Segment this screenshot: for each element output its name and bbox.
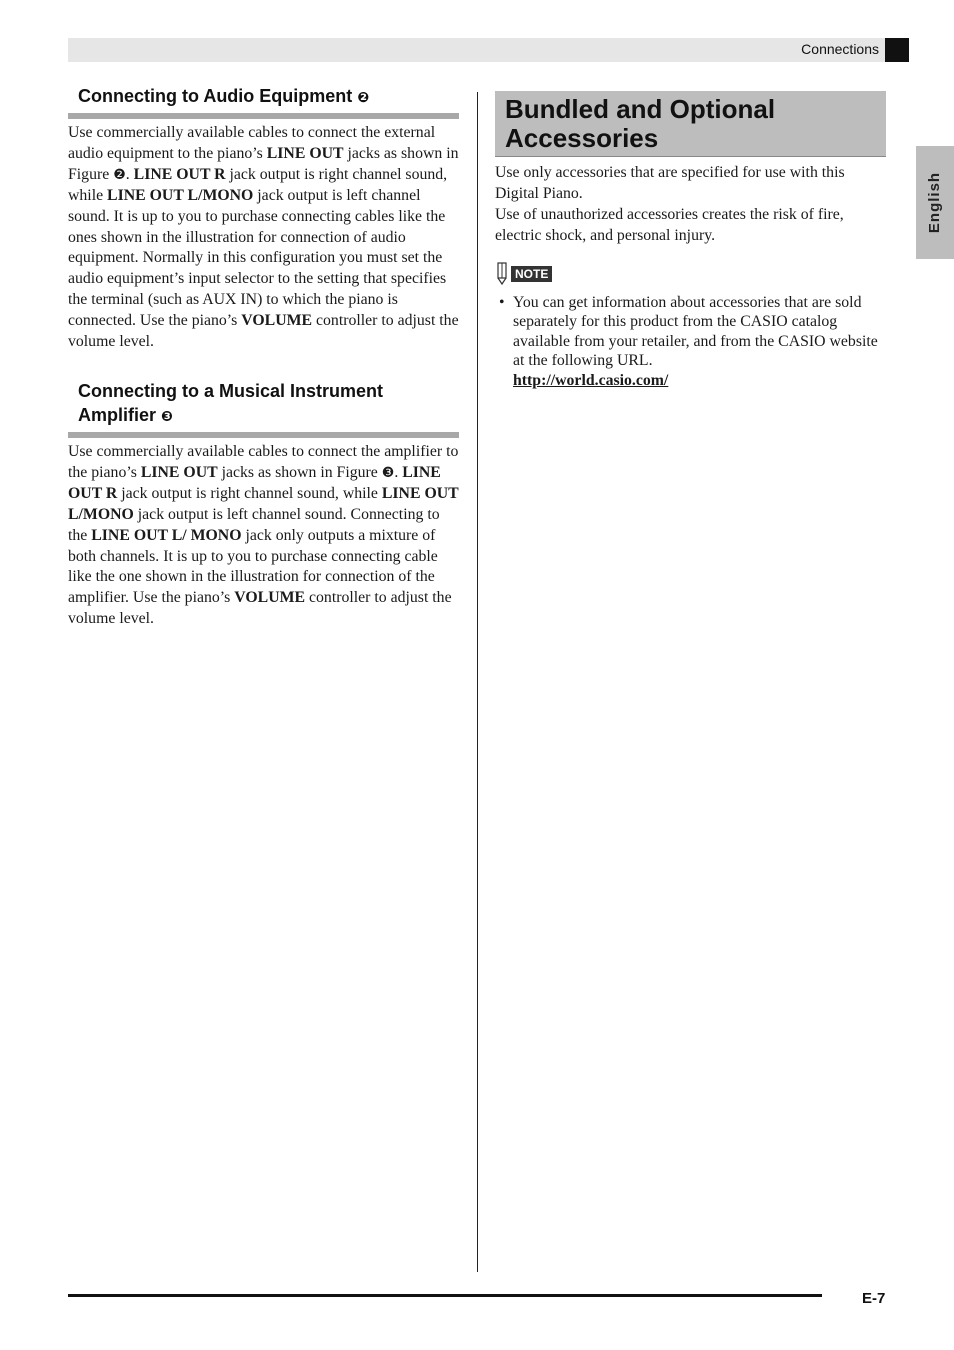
figure-3-marker: ❸	[161, 408, 173, 425]
note-item	[495, 293, 886, 391]
text-run: Use commercially available cables to connect the amplifier to the piano’s	[68, 442, 459, 481]
text-run: jack output is left channel sound. It is up to you to purchase connecting cables like the ones shown in the illustration for connection of audio equipment. Normally in this configuration you must set the audio equipment’s input selector to the setting that specifies the terminal (such as AUX IN) to which the piano is connected. Use the piano’s	[68, 186, 447, 330]
text-run: jack only outputs a mixture of both channels. It is up to you to purchase connecting cable like the one shown in the illustration for connection of the amplifier. Use the piano’s	[68, 526, 438, 607]
figure-marker: ❸	[381, 464, 395, 481]
bold-run: LINE OUT R	[133, 165, 226, 183]
text-run: jacks as shown in Figure	[68, 144, 459, 183]
text-run: .	[125, 165, 134, 183]
header-bar	[68, 38, 885, 62]
text-run: .	[394, 463, 403, 481]
casio-website-link[interactable]: http://world.casio.com/	[513, 371, 669, 389]
page-number: E-7	[862, 1290, 886, 1307]
text-run: controller to adjust the volume level.	[68, 589, 452, 628]
text-run: jack output is left channel sound. Connecting to the	[68, 505, 440, 544]
accessories-heading: Bundled and Optional Accessories	[495, 91, 886, 157]
text-run: jacks as shown in Figure	[217, 463, 382, 481]
bullet-icon: •	[499, 293, 505, 311]
language-tab-label: English	[926, 171, 944, 234]
bold-run: LINE OUT R	[68, 463, 441, 502]
text-run: jack output is right channel sound, while	[68, 165, 448, 204]
accessories-paragraph-2: Use of unauthorized accessories creates the risk of fire, electric shock, and personal injury.	[495, 205, 844, 244]
figure-2-marker: ❷	[357, 90, 370, 106]
audio-heading-text: Connecting to Audio Equipment	[78, 86, 353, 106]
right-column	[495, 91, 886, 390]
bold-run: VOLUME	[241, 312, 313, 330]
bold-run: LINE OUT	[140, 463, 218, 481]
note-pencil-icon	[495, 262, 509, 286]
note-header	[495, 261, 886, 287]
language-tab	[916, 146, 954, 259]
amplifier-heading-text: Connecting to a Musical Instrument Amplifier	[78, 380, 384, 425]
left-column	[68, 84, 459, 630]
audio-equipment-heading	[68, 84, 459, 119]
header-marker-block	[885, 38, 909, 62]
audio-equipment-paragraph	[68, 123, 459, 353]
column-divider	[477, 92, 478, 1272]
accessories-paragraph-1: Use only accessories that are specified for use with this Digital Piano.	[495, 164, 845, 202]
note-text: You can get information about accessories that are sold separately for this product from the CASIO catalog available from your retailer, and from the CASIO website at the following URL.	[513, 293, 878, 370]
section-label: Connections	[801, 41, 879, 57]
bold-run: LINE OUT L/MONO	[68, 484, 459, 523]
bold-run: VOLUME	[234, 589, 306, 607]
bold-run: LINE OUT L/MONO	[107, 186, 254, 204]
bold-run: LINE OUT	[266, 144, 344, 162]
figure-marker: ❷	[113, 166, 126, 183]
footer-rule	[68, 1294, 822, 1297]
note-badge: NOTE	[511, 266, 552, 282]
amplifier-heading	[68, 379, 459, 438]
text-run: controller to adjust the volume level.	[68, 312, 459, 351]
bold-run: LINE OUT L/ MONO	[91, 526, 242, 544]
amplifier-paragraph	[68, 442, 459, 630]
text-run: Use commercially available cables to connect the external audio equipment to the piano’s	[68, 124, 436, 162]
note-list	[495, 293, 886, 391]
text-run: jack output is right channel sound, while	[117, 484, 382, 502]
